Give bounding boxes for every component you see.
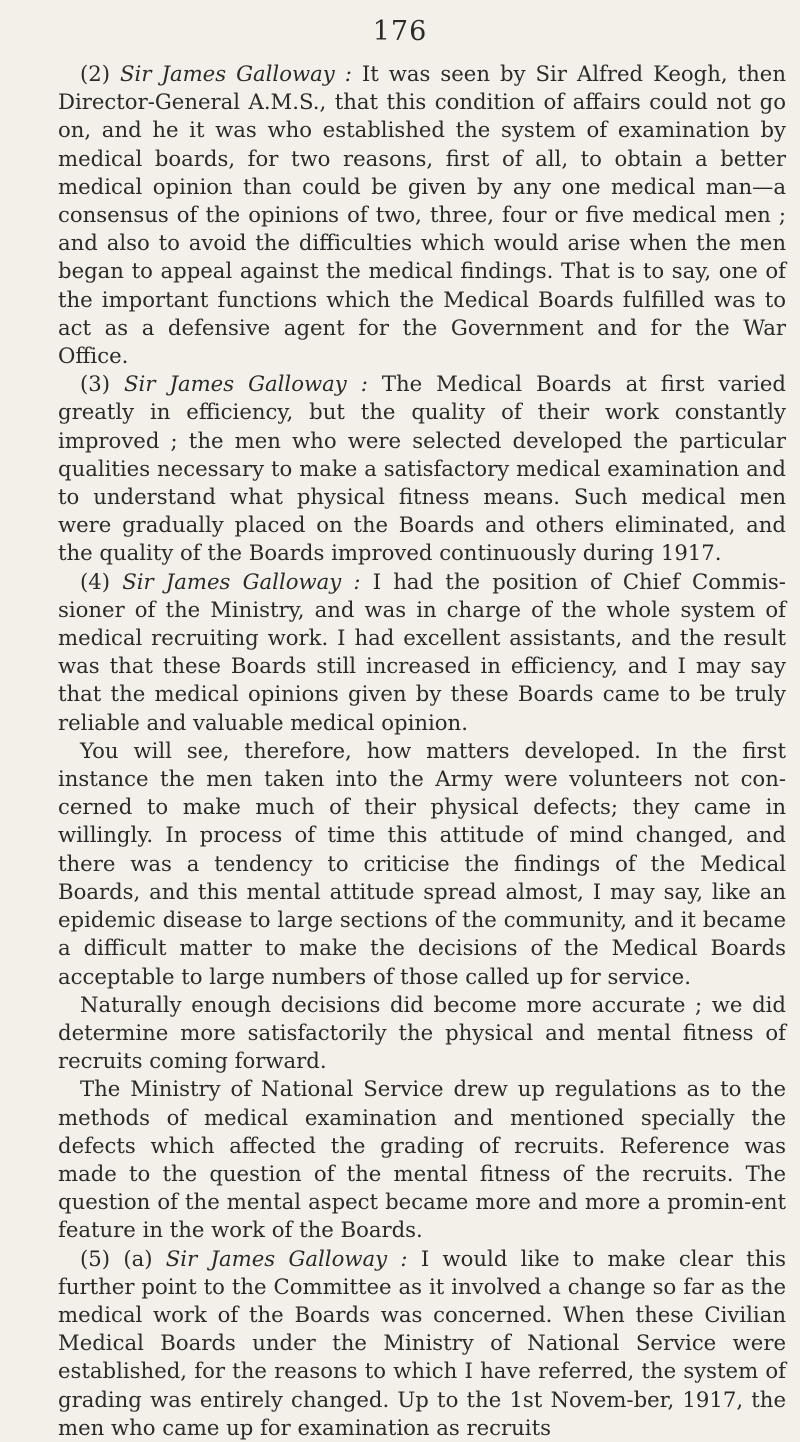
paragraph-3 [58,370,786,567]
paragraph-number: (3) [80,371,111,397]
paragraph-text: Naturally enough decisions did become more accurate ; we did determine more satisfactorily the physical and mental fitness of recruits coming forward. [58,991,786,1074]
paragraph-5a [58,1245,786,1442]
paragraph-number: (5) (a) [80,1245,153,1271]
paragraph-text: You will see, therefore, how matters developed. In the first instance the men taken into the Army were volunteers not con-cerned to make much of their physical defects; they came in willingly. In process of time this attitude of mind changed, and there was a tendency to criticise the findings of the Medical Boards, and this mental attitude spread almost, I may say, like an epidemic disease to large sections of the community, and it became a difficult matter to make the decisions of the Medical Boards acceptable to large numbers of those called up for service. [58,737,786,989]
paragraph-number: (2) [80,61,111,86]
speaker-name: Sir James Galloway : [120,61,352,86]
page-number: 176 [372,16,428,47]
paragraph-text: I would like to make clear this further point to the Committee as it involved a change so far as the medical work of the Boards was concerned. When these Civilian Medical Boards under the Ministry of National Service were established, for the reasons to which I have referred, the system of grading was entirely changed. Up to the 1st Novem-ber, 1917, the men who came up for examination as recruits [58,1245,786,1440]
paragraph-accuracy [58,991,786,1076]
paragraph-text: I had the position of Chief Commis-sioner of the Ministry, and was in charge of the whole system of medical recruiting work. I had excellent assistants, and the result was that these Boards still increased in efficiency, and I may say that the medical opinions given by these Boards came to be truly reliable and valuable medical opinion. [58,568,786,735]
speaker-name: Sir James Galloway : [124,371,368,397]
speaker-name: Sir James Galloway : [122,568,361,594]
paragraph-4 [58,568,786,737]
paragraph-text: The Medical Boards at first varied greatly in efficiency, but the quality of their work constantly improved ; the men who were selected developed the particular qualities necessary to make a satisfactory medical examination and to understand what physical fitness means. Such medical men were gradually placed on the Boards and others eliminated, and the quality of the Boards improved continuously during 1917. [58,371,786,566]
paragraph-text: It was seen by Sir Alfred Keogh, then Director-General A.M.S., that this condition of affairs could not go on, and he it was who established the system of examination by medical boards, for two reasons, first of all, to obtain a better medical opinion than could be given by any one medical man—a consensus of the opinions of two, three, four or five medical men ; and also to avoid the difficulties which would arise when the men began to appeal against the medical findings. That is to say, one of the important functions which the Medical Boards fulfilled was to act as a defensive agent for the Government and for the War Office. [58,61,786,369]
paragraph-number: (4) [80,568,111,594]
page-body-text [58,60,786,1442]
paragraph-developments [58,737,786,991]
paragraph-ministry-regulations [58,1075,786,1244]
paragraph-2 [58,60,786,370]
paragraph-text: The Ministry of National Service drew up regulations as to the methods of medical examination and mentioned specially the defects which affected the grading of recruits. Reference was made to the question of the mental fitness of the recruits. The question of the mental aspect became more and more a promin-ent feature in the work of the Boards. [58,1076,786,1243]
speaker-name: Sir James Galloway : [165,1245,408,1271]
